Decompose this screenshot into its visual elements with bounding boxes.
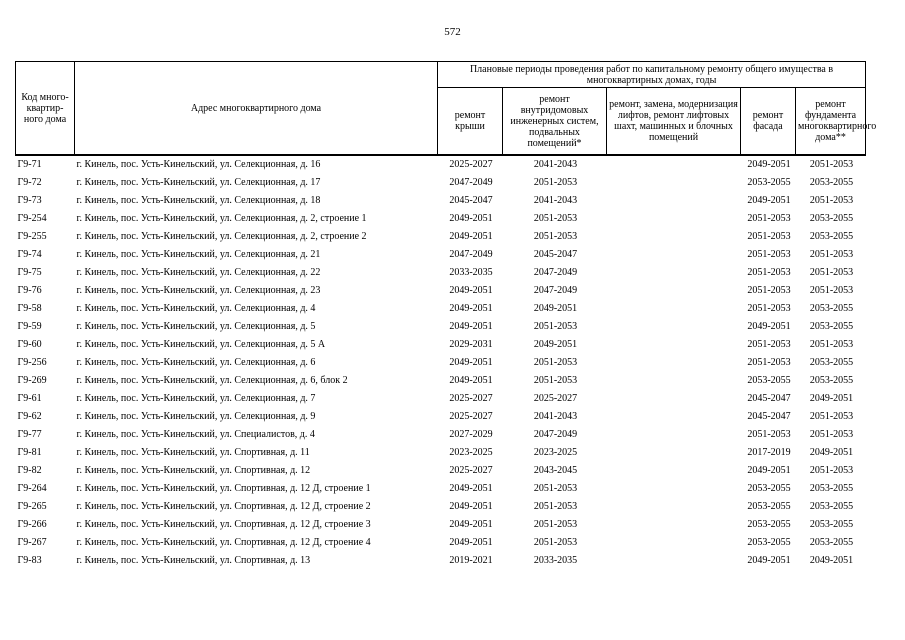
cell-code: Г9-266 — [17, 519, 47, 530]
cell-engineering: 2047-2049 — [533, 429, 578, 440]
cell-roof: 2029-2031 — [449, 339, 493, 350]
cell-roof: 2045-2047 — [449, 195, 493, 206]
table-row — [16, 534, 866, 552]
cell-foundation: 2053-2055 — [809, 501, 854, 512]
cell-address: г. Кинель, пос. Усть-Кинельский, ул. Селекционная, д. 6 — [76, 357, 316, 368]
cell-address: г. Кинель, пос. Усть-Кинельский, ул. Спортивная, д. 12 Д, строение 4 — [76, 537, 371, 548]
cell-facade: 2051-2053 — [747, 429, 791, 440]
cell-roof: 2025-2027 — [449, 465, 493, 476]
table-row — [16, 408, 866, 426]
cell-engineering: 2041-2043 — [533, 159, 578, 170]
cell-engineering: 2051-2053 — [533, 321, 578, 332]
header-elevators: ремонт, замена, модернизация лифтов, ремонт лифтовых шахт, машинных и блочных помещений — [607, 88, 741, 156]
cell-facade: 2053-2055 — [747, 375, 791, 386]
cell-facade: 2017-2019 — [747, 447, 791, 458]
cell-elevators — [607, 155, 741, 174]
cell-facade: 2051-2053 — [747, 249, 791, 260]
cell-elevators — [607, 534, 741, 552]
cell-elevators — [607, 480, 741, 498]
cell-engineering: 2041-2043 — [533, 411, 578, 422]
cell-code: Г9-255 — [17, 231, 47, 242]
cell-address: г. Кинель, пос. Усть-Кинельский, ул. Селекционная, д. 23 — [76, 285, 321, 296]
cell-foundation: 2051-2053 — [809, 267, 854, 278]
cell-address: г. Кинель, пос. Усть-Кинельский, ул. Спортивная, д. 12 Д, строение 1 — [76, 483, 371, 494]
cell-code: Г9-82 — [17, 465, 42, 476]
table-row — [16, 480, 866, 498]
table-row — [16, 192, 866, 210]
cell-engineering: 2051-2053 — [533, 375, 578, 386]
cell-roof: 2049-2051 — [449, 357, 493, 368]
table-row — [16, 498, 866, 516]
cell-facade: 2053-2055 — [747, 177, 791, 188]
page-number: 572 — [444, 26, 461, 38]
cell-roof: 2049-2051 — [449, 375, 493, 386]
cell-elevators — [607, 354, 741, 372]
header-planned-periods: Плановые периоды проведения работ по капитальному ремонту общего имущества в многоквартирных домах, годы — [438, 62, 866, 88]
cell-elevators — [607, 552, 741, 570]
capital-repair-table — [15, 61, 877, 570]
cell-facade: 2053-2055 — [747, 501, 791, 512]
table-row — [16, 300, 866, 318]
cell-address: г. Кинель, пос. Усть-Кинельский, ул. Селекционная, д. 5 А — [76, 339, 326, 350]
cell-elevators — [607, 426, 741, 444]
cell-address: г. Кинель, пос. Усть-Кинельский, ул. Селекционная, д. 22 — [76, 267, 321, 278]
cell-facade: 2051-2053 — [747, 357, 791, 368]
cell-foundation: 2051-2053 — [809, 195, 854, 206]
cell-foundation: 2051-2053 — [809, 339, 854, 350]
table-header — [16, 62, 877, 156]
cell-elevators — [607, 282, 741, 300]
table-row — [16, 354, 866, 372]
cell-code: Г9-59 — [17, 321, 42, 332]
cell-foundation: 2051-2053 — [809, 285, 854, 296]
table-row — [16, 246, 866, 264]
cell-facade: 2049-2051 — [747, 555, 791, 566]
cell-engineering: 2051-2053 — [533, 519, 578, 530]
table-body — [16, 155, 866, 570]
cell-code: Г9-76 — [17, 285, 42, 296]
cell-roof: 2047-2049 — [449, 177, 493, 188]
cell-roof: 2025-2027 — [449, 159, 493, 170]
cell-foundation: 2053-2055 — [809, 519, 854, 530]
cell-foundation: 2053-2055 — [809, 177, 854, 188]
cell-code: Г9-74 — [17, 249, 42, 260]
cell-foundation: 2053-2055 — [809, 483, 854, 494]
cell-code: Г9-265 — [17, 501, 47, 512]
table-row — [16, 516, 866, 534]
cell-address: г. Кинель, пос. Усть-Кинельский, ул. Селекционная, д. 5 — [76, 321, 316, 332]
cell-elevators — [607, 516, 741, 534]
cell-roof: 2033-2035 — [449, 267, 493, 278]
cell-elevators — [607, 498, 741, 516]
cell-foundation: 2049-2051 — [809, 555, 854, 566]
cell-code: Г9-254 — [17, 213, 47, 224]
table-row — [16, 552, 866, 570]
table-row — [16, 444, 866, 462]
cell-address: г. Кинель, пос. Усть-Кинельский, ул. Селекционная, д. 2, строение 2 — [76, 231, 367, 242]
cell-code: Г9-267 — [17, 537, 47, 548]
cell-facade: 2051-2053 — [747, 267, 791, 278]
header-foundation: ремонт фундамента многоквартирного дома** — [796, 88, 866, 156]
table-row — [16, 174, 866, 192]
cell-address: г. Кинель, пос. Усть-Кинельский, ул. Селекционная, д. 9 — [76, 411, 316, 422]
cell-facade: 2051-2053 — [747, 285, 791, 296]
cell-elevators — [607, 390, 741, 408]
table-row — [16, 264, 866, 282]
cell-elevators — [607, 264, 741, 282]
cell-address: г. Кинель, пос. Усть-Кинельский, ул. Селекционная, д. 16 — [76, 159, 321, 170]
cell-facade: 2051-2053 — [747, 231, 791, 242]
cell-address: г. Кинель, пос. Усть-Кинельский, ул. Спортивная, д. 12 Д, строение 2 — [76, 501, 371, 512]
cell-code: Г9-61 — [17, 393, 42, 404]
cell-code: Г9-269 — [17, 375, 47, 386]
cell-facade: 2045-2047 — [747, 393, 791, 404]
cell-roof: 2025-2027 — [449, 411, 493, 422]
cell-foundation: 2053-2055 — [809, 375, 854, 386]
cell-roof: 2023-2025 — [449, 447, 493, 458]
cell-facade: 2051-2053 — [747, 339, 791, 350]
cell-elevators — [607, 228, 741, 246]
cell-address: г. Кинель, пос. Усть-Кинельский, ул. Селекционная, д. 6, блок 2 — [76, 375, 348, 386]
cell-roof: 2049-2051 — [449, 519, 493, 530]
table-row — [16, 210, 866, 228]
cell-engineering: 2025-2027 — [533, 393, 578, 404]
cell-elevators — [607, 210, 741, 228]
cell-foundation: 2049-2051 — [809, 393, 854, 404]
cell-foundation: 2053-2055 — [809, 213, 854, 224]
cell-engineering: 2047-2049 — [533, 285, 578, 296]
table-row — [16, 318, 866, 336]
cell-foundation: 2053-2055 — [809, 303, 854, 314]
cell-roof: 2019-2021 — [449, 555, 493, 566]
cell-code: Г9-62 — [17, 411, 42, 422]
cell-roof: 2049-2051 — [449, 231, 493, 242]
cell-code: Г9-58 — [17, 303, 42, 314]
cell-code: Г9-264 — [17, 483, 47, 494]
cell-engineering: 2051-2053 — [533, 501, 578, 512]
cell-code: Г9-72 — [17, 177, 42, 188]
cell-address: г. Кинель, пос. Усть-Кинельский, ул. Селекционная, д. 17 — [76, 177, 321, 188]
cell-facade: 2049-2051 — [747, 465, 791, 476]
header-address: Адрес многоквартирного дома — [75, 62, 438, 156]
cell-address: г. Кинель, пос. Усть-Кинельский, ул. Селекционная, д. 2, строение 1 — [76, 213, 367, 224]
cell-engineering: 2051-2053 — [533, 357, 578, 368]
cell-address: г. Кинель, пос. Усть-Кинельский, ул. Спортивная, д. 12 Д, строение 3 — [76, 519, 371, 530]
cell-address: г. Кинель, пос. Усть-Кинельский, ул. Специалистов, д. 4 — [76, 429, 315, 440]
cell-facade: 2045-2047 — [747, 411, 791, 422]
cell-facade: 2051-2053 — [747, 213, 791, 224]
table-row — [16, 426, 866, 444]
cell-engineering: 2043-2045 — [533, 465, 578, 476]
cell-roof: 2049-2051 — [449, 483, 493, 494]
cell-roof: 2049-2051 — [449, 213, 493, 224]
cell-foundation: 2049-2051 — [809, 447, 854, 458]
table-row — [16, 462, 866, 480]
cell-foundation: 2051-2053 — [809, 249, 854, 260]
cell-facade: 2053-2055 — [747, 519, 791, 530]
cell-address: г. Кинель, пос. Усть-Кинельский, ул. Спортивная, д. 12 — [76, 465, 311, 476]
header-code: Код много-квартир-ного дома — [16, 62, 75, 156]
header-facade: ремонт фасада — [741, 88, 796, 156]
cell-engineering: 2049-2051 — [533, 339, 578, 350]
cell-engineering: 2047-2049 — [533, 267, 578, 278]
cell-facade: 2049-2051 — [747, 159, 791, 170]
table-row — [16, 155, 866, 174]
cell-roof: 2047-2049 — [449, 249, 493, 260]
cell-engineering: 2041-2043 — [533, 195, 578, 206]
cell-engineering: 2023-2025 — [533, 447, 578, 458]
cell-elevators — [607, 444, 741, 462]
cell-roof: 2049-2051 — [449, 303, 493, 314]
cell-elevators — [607, 300, 741, 318]
header-engineering: ремонт внутридомовых инженерных систем, подвальных помещений* — [503, 88, 607, 156]
cell-engineering: 2033-2035 — [533, 555, 578, 566]
cell-code: Г9-73 — [17, 195, 42, 206]
cell-engineering: 2051-2053 — [533, 537, 578, 548]
cell-engineering: 2051-2053 — [533, 213, 578, 224]
cell-code: Г9-71 — [17, 159, 42, 170]
cell-foundation: 2051-2053 — [809, 411, 854, 422]
cell-address: г. Кинель, пос. Усть-Кинельский, ул. Спортивная, д. 11 — [76, 447, 310, 458]
cell-foundation: 2053-2055 — [809, 537, 854, 548]
cell-elevators — [607, 336, 741, 354]
cell-roof: 2049-2051 — [449, 537, 493, 548]
cell-facade: 2053-2055 — [747, 483, 791, 494]
cell-code: Г9-83 — [17, 555, 42, 566]
cell-elevators — [607, 408, 741, 426]
cell-roof: 2049-2051 — [449, 501, 493, 512]
cell-elevators — [607, 174, 741, 192]
cell-engineering: 2051-2053 — [533, 483, 578, 494]
cell-code: Г9-60 — [17, 339, 42, 350]
table-row — [16, 390, 866, 408]
cell-foundation: 2053-2055 — [809, 231, 854, 242]
cell-roof: 2049-2051 — [449, 321, 493, 332]
cell-facade: 2053-2055 — [747, 537, 791, 548]
cell-address: г. Кинель, пос. Усть-Кинельский, ул. Селекционная, д. 18 — [76, 195, 321, 206]
cell-engineering: 2051-2053 — [533, 231, 578, 242]
cell-foundation: 2053-2055 — [809, 321, 854, 332]
cell-foundation: 2051-2053 — [809, 159, 854, 170]
cell-engineering: 2045-2047 — [533, 249, 578, 260]
cell-code: Г9-75 — [17, 267, 42, 278]
cell-facade: 2049-2051 — [747, 321, 791, 332]
table-row — [16, 282, 866, 300]
cell-elevators — [607, 246, 741, 264]
cell-engineering: 2049-2051 — [533, 303, 578, 314]
cell-address: г. Кинель, пос. Усть-Кинельский, ул. Селекционная, д. 21 — [76, 249, 321, 260]
header-roof: ремонт крыши — [438, 88, 503, 156]
cell-address: г. Кинель, пос. Усть-Кинельский, ул. Селекционная, д. 7 — [76, 393, 316, 404]
table-row — [16, 336, 866, 354]
cell-address: г. Кинель, пос. Усть-Кинельский, ул. Спортивная, д. 13 — [76, 555, 311, 566]
cell-foundation: 2051-2053 — [809, 465, 854, 476]
cell-facade: 2049-2051 — [747, 195, 791, 206]
table-row — [16, 372, 866, 390]
cell-roof: 2025-2027 — [449, 393, 493, 404]
cell-facade: 2051-2053 — [747, 303, 791, 314]
cell-code: Г9-77 — [17, 429, 42, 440]
cell-code: Г9-256 — [17, 357, 47, 368]
cell-elevators — [607, 462, 741, 480]
cell-elevators — [607, 372, 741, 390]
cell-engineering: 2051-2053 — [533, 177, 578, 188]
cell-foundation: 2053-2055 — [809, 357, 854, 368]
cell-roof: 2049-2051 — [449, 285, 493, 296]
cell-elevators — [607, 192, 741, 210]
cell-foundation: 2051-2053 — [809, 429, 854, 440]
cell-address: г. Кинель, пос. Усть-Кинельский, ул. Селекционная, д. 4 — [76, 303, 316, 314]
cell-elevators — [607, 318, 741, 336]
cell-code: Г9-81 — [17, 447, 42, 458]
table-row — [16, 228, 866, 246]
cell-roof: 2027-2029 — [449, 429, 493, 440]
